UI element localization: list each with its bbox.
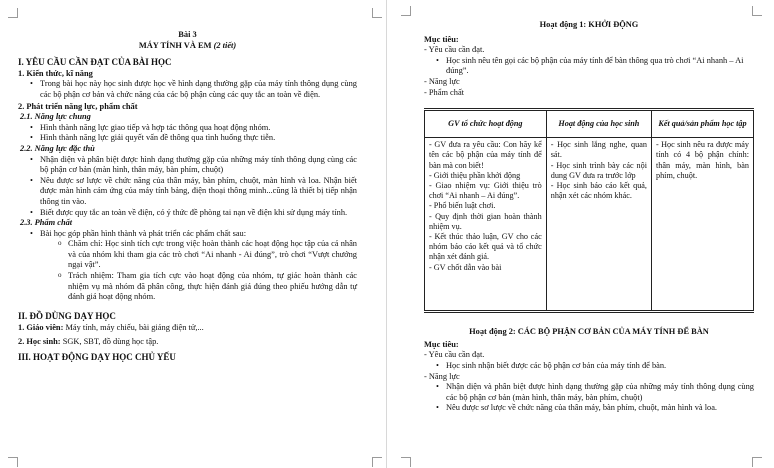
list-item: • Hình thành năng lực giải quyết vấn đề thông qua tình huống thực tiễn. — [18, 133, 357, 144]
activity-1-goal-label: Mục tiêu: — [424, 34, 459, 44]
list-item: • Nêu được sơ lược về chức năng của thân máy, bàn phím, chuột, màn hình và loa. Nhận biết được màn hình cảm ứng của máy tính bảng, điện thoại thông minh...cũng là thiết bị tiếp nhận thông tin vào. — [18, 176, 357, 208]
list-item: • Nêu được sơ lược về chức năng của thân máy, bàn phím, chuột, màn hình và loa. — [424, 403, 754, 414]
activity-1-skill: - Năng lực — [424, 76, 460, 86]
lesson-number: Bài 3 — [178, 30, 197, 39]
teacher-materials — [18, 323, 357, 334]
table-header-row — [425, 110, 754, 138]
right-page-content — [424, 20, 754, 414]
student-label: 2. Học sinh: — [18, 337, 61, 347]
lesson-duration: (2 tiết) — [213, 40, 237, 50]
subsection-2-1-heading: 2.1. Năng lực chung — [20, 112, 91, 122]
cell-line: - Học sinh nêu ra được máy tính có 4 bộ phận chính: thân máy, màn hình, bàn phím, chuột. — [655, 140, 749, 180]
quality-list — [18, 229, 357, 240]
list-item: • Trong bài học này học sinh được học về hình dạng thường gặp của máy tính thông dụng cùng các bộ phận cơ bản và chức năng của các bộ phận cùng các quy tắc an toàn về điện. — [18, 79, 357, 100]
cell-line: - Giới thiệu phần khởi động — [429, 170, 521, 180]
activity-2-skill: - Năng lực — [424, 371, 460, 381]
margin-corner-mark — [8, 457, 18, 467]
activity-1-title: Hoạt động 1: KHỞI ĐỘNG — [539, 20, 639, 29]
cell-line: - Phổ biến luật chơi. — [429, 201, 496, 211]
list-item: o Trách nhiệm: Tham gia tích cực vào hoạt động của nhóm, tự giác hoàn thành các nhiệm vụ mà nhóm đã phân công, thực hiện đánh giá đúng theo phiếu hướng dẫn tự đánh giá hoạt động nhóm. — [18, 271, 357, 303]
activity-1-requirement-list — [424, 56, 754, 77]
activity-2-requirement-list — [424, 361, 754, 372]
margin-corner-mark — [752, 457, 762, 467]
teacher-text: Máy tính, máy chiếu, bài giảng điện tử,... — [63, 323, 204, 333]
list-item: • Bài học góp phần hình thành và phát triển các phẩm chất sau: — [18, 229, 357, 240]
lesson-title-line — [18, 41, 357, 52]
activity-1-table — [424, 108, 754, 313]
subsection-2-3-heading: 2.3. Phẩm chất — [20, 218, 73, 228]
specific-competence-list — [18, 155, 357, 219]
cell-line: - Học sinh lắng nghe, quan sát. — [550, 140, 647, 160]
lesson-title: MÁY TÍNH VÀ EM — [138, 40, 212, 50]
teacher-label: 1. Giáo viên: — [18, 323, 64, 333]
right-page — [387, 0, 774, 468]
knowledge-list — [18, 79, 357, 100]
margin-corner-mark — [372, 457, 382, 467]
table-cell-teacher — [425, 138, 547, 312]
table-header-teacher: GV tổ chức hoạt động — [425, 110, 547, 138]
student-materials — [18, 337, 357, 348]
cell-line: - GV đưa ra yêu cầu: Con hãy kể tên các bộ phận của máy tính để bàn mà con biết! — [429, 140, 542, 170]
quality-sub-list — [18, 239, 357, 303]
list-item: • Biết được quy tắc an toàn về điện, có ý thức đề phòng tai nạn về điện khi sử dụng máy tính. — [18, 208, 357, 219]
margin-corner-mark — [752, 6, 762, 16]
cell-line: - Quy định thời gian hoàn thành nhiệm vụ. — [429, 211, 542, 231]
activity-2-goal-label: Mục tiêu: — [424, 339, 459, 349]
list-item: • Nhận diện và phân biệt được hình dạng thường gặp của những máy tính thông dụng cùng các bộ phận cơ bản (màn hình, thân máy, bàn phím, chuột) — [424, 382, 754, 403]
subsection-2-heading: 2. Phát triển năng lực, phẩm chất — [18, 101, 138, 111]
table-header-student: Hoạt động của học sinh — [546, 110, 651, 138]
list-item: • Nhận diện và phân biệt được hình dạng thường gặp của những máy tính thông dụng cùng các bộ phận cơ bản (màn hình, thân máy, bàn phím, chuột) — [18, 155, 357, 176]
left-page-content — [18, 30, 357, 362]
list-item: • Học sinh nhận biết được các bộ phận cơ bản của máy tính để bàn. — [424, 361, 754, 372]
section-2-heading: II. ĐỒ DÙNG DẠY HỌC — [18, 310, 116, 321]
cell-line: - Kết thúc thảo luận, GV cho các nhóm báo cáo kết quả và tổ chức nhận xét đánh giá. — [429, 231, 542, 262]
activity-2-requirement: - Yêu cầu cần đạt. — [424, 350, 485, 360]
list-item: • Học sinh nêu tên gọi các bộ phận của máy tính để bàn thông qua trò chơi “Ai nhanh – Ai đúng”. — [424, 56, 754, 77]
list-item: • Hình thành năng lực giao tiếp và hợp tác thông qua hoạt động nhóm. — [18, 123, 357, 134]
margin-corner-mark — [401, 6, 411, 16]
table-row — [425, 138, 754, 312]
list-item: o Chăm chỉ: Học sinh tích cực trong việc hoàn thành các hoạt động học tập của cá nhân và của nhóm khi tham gia các trò chơi “Ai nhanh - Ai đúng”, trò chơi “Vượt chướng ngại vật”. — [18, 239, 357, 271]
margin-corner-mark — [401, 457, 411, 467]
cell-line: - Học sinh báo cáo kết quả, nhận xét các nhóm khác. — [550, 180, 647, 201]
cell-line: - Học sinh trình bày các nội dung GV đưa ra trước lớp — [550, 160, 647, 180]
section-3-heading: III. HOẠT ĐỘNG DẠY HỌC CHỦ YẾU — [18, 351, 176, 362]
cell-line: - Giao nhiệm vụ: Giới thiệu trò chơi “Ai nhanh – Ai đúng”. — [429, 180, 542, 201]
cell-line: - GV chốt dẫn vào bài — [429, 262, 502, 272]
table-cell-result — [651, 138, 753, 312]
activity-2-title: Hoạt động 2: CÁC BỘ PHẬN CƠ BẢN CỦA MÁY TÍNH ĐỂ BÀN — [469, 327, 709, 337]
general-competence-list — [18, 123, 357, 144]
margin-corner-mark — [8, 8, 18, 18]
subsection-1-heading: 1. Kiến thức, kĩ năng — [18, 68, 93, 78]
section-1-heading: I. YÊU CẦU CẦN ĐẠT CỦA BÀI HỌC — [18, 57, 172, 68]
student-text: SGK, SBT, đồ dùng học tập. — [60, 337, 159, 347]
table-cell-student — [546, 138, 651, 312]
activity-1-requirement: - Yêu cầu cần đạt. — [424, 45, 485, 55]
table-header-result: Kết quả/sản phẩm học tập — [651, 110, 753, 138]
activity-1-quality: - Phẩm chất — [424, 87, 465, 97]
activity-2-skill-list — [424, 382, 754, 414]
margin-corner-mark — [372, 8, 382, 18]
subsection-2-2-heading: 2.2. Năng lực đặc thù — [20, 143, 95, 153]
